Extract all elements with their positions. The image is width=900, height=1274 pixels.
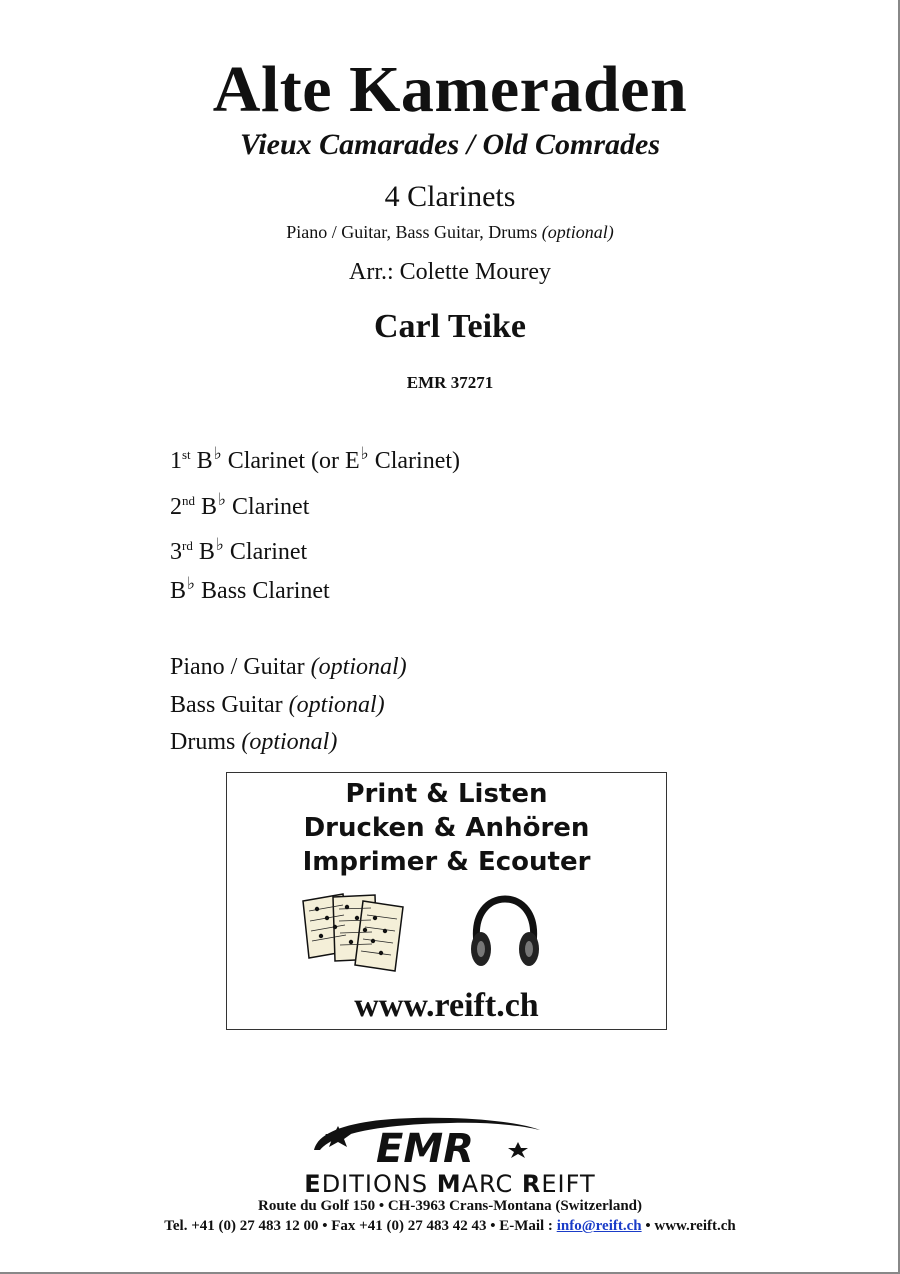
publisher-address: Route du Golf 150 • CH-3963 Crans-Montana (Switzerland)	[258, 1198, 642, 1214]
part-clarinet-3: 3rd B♭ Clarinet	[170, 535, 308, 565]
optional-instruments-list: Piano / Guitar, Bass Guitar, Drums	[286, 222, 538, 242]
optional-note: (optional)	[541, 222, 614, 242]
parts-list	[170, 436, 460, 762]
email-link[interactable]: info@reift.ch	[556, 1218, 642, 1234]
flat-icon: ♭	[218, 489, 227, 509]
part-drums: Drums (optional)	[170, 729, 338, 755]
publisher-name: EDITIONS MARC REIFT	[304, 1170, 596, 1198]
arranger: Arr.: Colette Mourey	[349, 259, 551, 285]
emr-logo	[300, 1110, 550, 1170]
headphones-icon	[467, 893, 542, 973]
part-piano-guitar: Piano / Guitar (optional)	[170, 654, 407, 680]
page-title: Alte Kameraden	[212, 53, 688, 126]
promo-line-de: Drucken & Anhören	[303, 813, 590, 843]
part-clarinet-1: 1st B♭ Clarinet (or E♭ Clarinet)	[170, 444, 461, 474]
promo-line-en: Print & Listen	[345, 779, 548, 809]
part-clarinet-2: 2nd B♭ Clarinet	[170, 489, 310, 520]
flat-icon: ♭	[215, 535, 224, 554]
part-bass-guitar: Bass Guitar (optional)	[170, 691, 385, 718]
ensemble-label: 4 Clarinets	[384, 180, 516, 213]
flat-icon: ♭	[360, 444, 369, 463]
composer: Carl Teike	[373, 308, 527, 345]
promo-line-fr: Imprimer & Ecouter	[302, 847, 591, 877]
optional-instruments	[0, 222, 900, 243]
promo-url: www.reift.ch	[354, 987, 539, 1024]
print-listen-box	[226, 772, 667, 1030]
flat-icon: ♭	[187, 573, 196, 593]
sheet-music-icon	[299, 891, 414, 976]
flat-icon: ♭	[213, 444, 222, 463]
page-subtitle: Vieux Camarades / Old Comrades	[239, 128, 661, 161]
catalog-number: EMR 37271	[406, 373, 494, 392]
part-bass-clarinet: B♭ Bass Clarinet	[170, 573, 330, 604]
logo-text: EMR	[376, 1126, 474, 1170]
publisher-contact: Tel. +41 (0) 27 483 12 00 • Fax +41 (0) 27 483 42 43 • E-Mail : info@reift.ch • www.reift.ch	[164, 1218, 736, 1234]
